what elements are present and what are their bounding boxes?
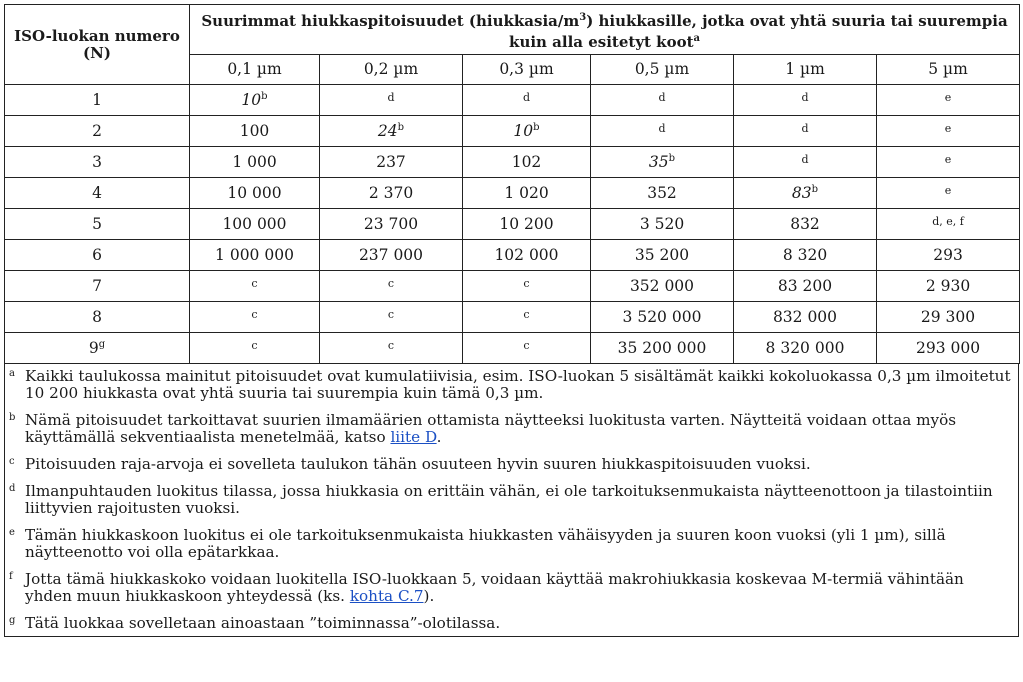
concentration-cell [734,178,877,209]
table-row [5,85,1020,116]
concentration-value: 35 [648,153,669,171]
class-number: 5 [92,215,102,233]
table-row [5,209,1020,240]
concentration-value: 1 000 [232,153,277,171]
concentration-cell [320,302,463,333]
class-number-cell [5,271,190,302]
class-number-cell [5,209,190,240]
particle-size-label: 1 µm [785,60,825,78]
concentration-value: 83 [791,184,812,202]
footnote-text-end: ). [423,587,435,605]
footnote-mark: b [261,91,268,102]
particle-size-header [320,55,463,85]
concentration-header-exponent: 3 [579,11,587,23]
concentration-value: 832 000 [772,308,838,326]
footnote-letter: d [9,483,16,494]
footnote-mark: c [523,277,530,290]
footnote-mark: c [387,339,395,352]
concentration-value: 293 000 [915,339,981,357]
concentration-cell [877,147,1020,178]
particle-size-header [877,55,1020,85]
concentration-cell [591,302,734,333]
concentration-value: 2 930 [925,277,971,295]
particle-size-header [463,55,591,85]
concentration-cell [463,240,591,271]
concentration-cell [190,147,320,178]
concentration-cell [591,209,734,240]
concentration-cell [463,333,591,364]
concentration-cell [320,178,463,209]
concentration-cell [734,271,877,302]
concentration-cell [591,240,734,271]
concentration-cell [734,85,877,116]
concentration-cell [320,85,463,116]
footnote-text: Ilmanpuhtauden luokitus tilassa, jossa hiukkasia on erittäin vähän, ei ole tarkoituksenmukaista näytteenottoon ja tilastointiin liittyvien rajoitusten vuoksi. [25,482,993,517]
particle-size-header [190,55,320,85]
concentration-cell [877,116,1020,147]
concentration-value: 293 [933,246,963,264]
table-row [5,271,1020,302]
class-number: 8 [92,308,102,326]
concentration-cell [877,209,1020,240]
class-number-cell [5,147,190,178]
footnote-mark: e [944,91,952,104]
concentration-value: 35 200 000 [617,339,707,357]
concentration-value: 29 300 [920,308,976,326]
footnote-mark: d [801,153,809,166]
footnote-mark: c [387,308,395,321]
footnote-mark: c [387,277,395,290]
concentration-cell [591,178,734,209]
concentration-header-pre: Suurimmat hiukkaspitoisuudet (hiukkasia/m [201,11,580,30]
footnote-mark: d [801,91,809,104]
footnote-text: Tämän hiukkaskoon luokitus ei ole tarkoituksenmukaista hiukkasten vähäisyyden ja suuren koon vuoksi (yli 1 µm), sillä näytteenotto voi olla epätarkkaa. [25,526,946,561]
footnote-mark: d [658,91,666,104]
concentration-cell [320,116,463,147]
particle-size-header [734,55,877,85]
concentration-cell [463,85,591,116]
concentration-cell [591,147,734,178]
footnote-letter: a [9,368,15,379]
concentration-cell [320,147,463,178]
footnote-mark: b [533,122,540,133]
concentration-cell [320,333,463,364]
concentration-cell [190,116,320,147]
concentration-cell [320,209,463,240]
footnote-mark: g [98,339,106,350]
footnote-text: Tätä luokkaa sovelletaan ainoastaan ”toiminnassa”-olotilassa. [25,614,501,632]
class-number-cell [5,116,190,147]
class-number-cell [5,178,190,209]
concentration-value: 23 700 [363,215,419,233]
concentration-cell [190,209,320,240]
table-row [5,240,1020,271]
footnote-text: Jotta tämä hiukkaskoko voidaan luokitella ISO-luokkaan 5, voidaan käyttää makrohiukkasia koskevaa M-termiä vähintään yhden muun hiukkaskoon yhteydessä (ks. [25,570,964,605]
footnote-mark: c [251,277,258,290]
concentration-value: 100 000 [222,215,287,233]
particle-size-label: 0,1 µm [227,60,282,78]
footnote-letter: b [9,412,16,423]
footnote-mark: d [522,91,531,104]
concentration-cell [190,333,320,364]
concentration-value: 8 320 [782,246,828,264]
concentration-value: 100 [239,122,270,140]
concentration-value: 1 020 [504,184,549,202]
footnote-mark: d [658,122,666,135]
footnote-mark: c [251,308,258,321]
concentration-cell [591,271,734,302]
class-number-cell [5,240,190,271]
concentration-cell [463,116,591,147]
class-number: 9 [88,339,99,357]
concentration-cell [734,147,877,178]
footnote-text: Pitoisuuden raja-arvoja ei sovelleta taulukon tähän osuuteen hyvin suuren hiukkaspitoisuuden vuoksi. [25,455,811,473]
concentration-value: 102 000 [494,246,559,264]
particle-size-label: 0,3 µm [499,60,554,78]
concentration-cell [877,240,1020,271]
class-number: 4 [92,184,102,202]
concentration-value: 2 370 [368,184,414,202]
footnote-item [5,368,1018,402]
concentration-header [190,5,1020,55]
class-number-header-text: ISO-luokan numero (N) [14,26,180,62]
concentration-header-post: ) hiukkasille, jotka ovat yhtä suuria tai suurempia kuin alla esitetyt koot [509,11,1008,51]
footnote-mark: d, e, f [932,215,964,228]
footnote-mark: b [811,184,819,195]
concentration-cell [734,209,877,240]
concentration-cell [190,178,320,209]
footnote-mark: e [944,184,952,197]
concentration-cell [320,240,463,271]
concentration-cell [591,85,734,116]
concentration-value: 10 [241,91,262,109]
concentration-value: 10 000 [227,184,282,202]
concentration-value: 35 200 [634,246,690,264]
concentration-value: 10 [513,122,534,140]
table-row [5,116,1020,147]
concentration-cell [190,85,320,116]
concentration-value: 8 320 000 [765,339,845,357]
footnote-mark: d [801,122,809,135]
iso-class-table-container [4,4,1019,637]
class-number: 3 [92,153,102,171]
footnote-text: Kaikki taulukossa mainitut pitoisuudet ovat kumulatiivisia, esim. ISO-luokan 5 sisältämät kaikki kokoluokassa 0,3 µm ilmoitetut 10 200 hiukkasta ovat yhtä suuria tai suurempia kuin tämä 0,3 µm. [25,367,1011,402]
footnote-mark: c [251,339,258,352]
concentration-cell [734,240,877,271]
footnote-mark: e [944,153,952,166]
concentration-value: 3 520 000 [622,308,702,326]
footnote-link[interactable]: liite D [390,428,437,446]
concentration-value: 832 [790,215,820,233]
concentration-cell [190,302,320,333]
concentration-cell [463,209,591,240]
iso-class-table [4,4,1020,364]
footnote-mark: e [944,122,952,135]
footnote-letter: e [9,527,15,538]
concentration-header-footnote-mark: a [693,32,700,44]
particle-size-label: 0,2 µm [363,60,419,78]
footnote-text: Nämä pitoisuudet tarkoittavat suurien ilmamäärien ottamista näytteeksi luokitusta varten. Näytteitä voidaan ottaa myös käyttämällä sekventiaalista menetelmää, katso [25,411,957,446]
footnote-mark: b [397,122,405,133]
footnote-mark: d [387,91,395,104]
concentration-cell [463,178,591,209]
concentration-cell [877,85,1020,116]
footnote-item [5,456,1018,473]
concentration-value: 1 000 000 [215,246,294,264]
table-row [5,333,1020,364]
footnote-mark: b [668,153,676,164]
concentration-cell [877,271,1020,302]
footnote-item [5,615,1018,632]
class-number: 1 [92,91,102,109]
class-number: 7 [92,277,102,295]
concentration-value: 352 000 [629,277,695,295]
concentration-cell [734,116,877,147]
concentration-value: 24 [377,122,398,140]
particle-size-label: 5 µm [928,60,968,78]
footnote-item [5,483,1018,517]
table-row [5,302,1020,333]
footnote-text-end: . [436,428,442,446]
footnote-letter: f [9,571,13,582]
concentration-value: 352 [647,184,677,202]
footnote-mark: c [523,308,530,321]
concentration-cell [591,116,734,147]
concentration-value: 237 [376,153,406,171]
concentration-cell [463,302,591,333]
table-row [5,147,1020,178]
footnote-letter: g [9,615,16,626]
concentration-value: 237 000 [358,246,424,264]
concentration-value: 10 200 [499,215,554,233]
concentration-cell [877,333,1020,364]
concentration-value: 83 200 [777,277,833,295]
concentration-cell [190,271,320,302]
concentration-cell [877,302,1020,333]
footnote-link[interactable]: kohta C.7 [349,587,424,605]
class-number: 2 [92,122,102,140]
class-number-cell [5,302,190,333]
class-number: 6 [92,246,102,264]
particle-size-header [591,55,734,85]
concentration-cell [190,240,320,271]
class-number-cell [5,85,190,116]
concentration-value: 3 520 [639,215,685,233]
concentration-cell [320,271,463,302]
concentration-cell [877,178,1020,209]
concentration-cell [734,302,877,333]
concentration-cell [463,147,591,178]
footnote-mark: c [523,339,530,352]
footnote-letter: c [9,456,15,467]
concentration-cell [463,271,591,302]
concentration-cell [734,333,877,364]
footnote-item [5,571,1018,605]
concentration-value: 102 [511,153,542,171]
class-number-header [5,5,190,85]
footnotes [4,364,1019,637]
concentration-cell [591,333,734,364]
footnote-item [5,527,1018,561]
table-row [5,178,1020,209]
class-number-cell [5,333,190,364]
particle-size-label: 0,5 µm [634,60,690,78]
footnote-item [5,412,1018,446]
table-body [5,85,1020,364]
